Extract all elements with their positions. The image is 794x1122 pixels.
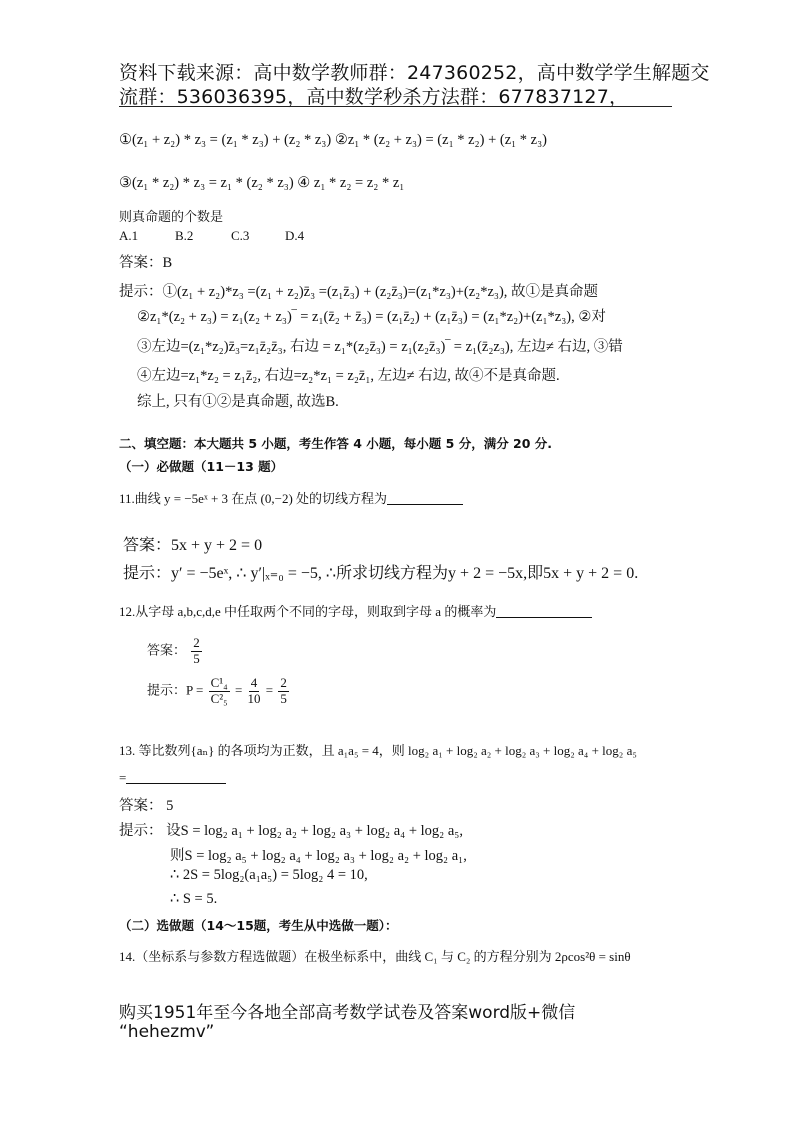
q10-hint-line-3: ③左边=(z₁*z₂)z̄₃=z₁z̄₂z̄₃, 右边 = z₁*(z₂z̄₃) = z₁(z₂z̄₃)‾ = z₁(z̄₂z₃), 左边≠ 右边, ③错 bbox=[137, 339, 623, 355]
q12-answer-denominator: 5 bbox=[193, 650, 200, 666]
footer-line-2: “hehezmv” bbox=[119, 1022, 215, 1042]
q13-hint-line-1: 提示： 设S = log₂ a₁ + log₂ a₂ + log₂ a₃ + log₂ a₄ + log₂ a₅, bbox=[119, 823, 463, 839]
q12-answer-numerator: 2 bbox=[193, 635, 200, 650]
q11-hint: 提示：y′ = −5eˣ, ∴ y′|ₓ₌₀ = −5, ∴所求切线方程为y + 2 = −5x,即5x + y + 2 = 0. bbox=[123, 565, 639, 582]
q12-f3-denominator: 5 bbox=[280, 690, 287, 706]
q12-eq-2: = bbox=[265, 682, 274, 698]
q12-question bbox=[119, 601, 592, 620]
q10-option-a: A.1 bbox=[119, 228, 139, 243]
q10-hint-line-4: ④左边=z₁*z₂ = z₁z̄₂, 右边=z₂*z₁ = z₂z̄₁, 左边≠ 右边, 故④不是真命题. bbox=[137, 368, 560, 384]
q10-props-line-2: ③(z₁ * z₂) * z₃ = z₁ * (z₂ * z₃) ④ z₁ * z₂ = z₂ * z₁ bbox=[119, 175, 405, 191]
q10-answer: 答案：B bbox=[119, 255, 173, 271]
section2-subtitle-optional: （二）选做题（14～15题，考生从中选做一题）： bbox=[119, 918, 398, 933]
q13-hint-line-2: 则S = log₂ a₅ + log₂ a₄ + log₂ a₃ + log₂ a₂ + log₂ a₁, bbox=[170, 848, 467, 864]
q13-equals: = bbox=[119, 770, 127, 785]
header-line-2: 流群：536036395，高中数学秒杀方法群：677837127， bbox=[119, 86, 629, 108]
q12-hint-fraction-3 bbox=[278, 676, 289, 707]
q13-answer-blank bbox=[126, 783, 226, 784]
q12-answer bbox=[147, 636, 204, 667]
q13-blank-line bbox=[119, 770, 226, 786]
q12-hint-combination bbox=[209, 676, 230, 707]
footer-line-1: 购买1951年至今各地全部高考数学试卷及答案word版+微信 bbox=[119, 1003, 576, 1023]
q10-option-d: D.4 bbox=[285, 228, 305, 243]
q12-hint-label: 提示：P = bbox=[147, 682, 204, 698]
q12-answer-label: 答案： bbox=[147, 642, 187, 658]
section2-title: 二、填空题：本大题共 5 小题，考生作答 4 小题，每小题 5 分，满分 20 分. bbox=[119, 436, 553, 451]
q12-f3-numerator: 2 bbox=[280, 675, 287, 690]
q12-answer-fraction bbox=[191, 636, 202, 667]
q13-hint-line-3: ∴ 2S = 5log₂(a₁a₅) = 5log₂ 4 = 10, bbox=[170, 867, 368, 883]
q10-option-b: B.2 bbox=[175, 228, 194, 243]
q11-question-text: 11.曲线 y = −5eˣ + 3 在点 (0,−2) 处的切线方程为 bbox=[119, 491, 388, 506]
q10-hint-line-1: 提示：①(z₁ + z₂)*z₃ =(z₁ + z₂)z̄₃ =(z₁z̄₃) + (z₂z̄₃)=(z₁*z₃)+(z₂*z₃), 故①是真命题 bbox=[119, 284, 599, 300]
q13-hint-line-4: ∴ S = 5. bbox=[170, 891, 218, 907]
q10-question: 则真命题的个数是 bbox=[119, 209, 224, 224]
section2-subtitle-required: （一）必做题（11－13 题） bbox=[119, 459, 284, 474]
q12-c-denominator: C²₅ bbox=[210, 690, 228, 706]
q11-answer-blank bbox=[387, 504, 463, 505]
q12-hint-fraction-2 bbox=[248, 676, 261, 707]
q11-question bbox=[119, 488, 463, 507]
q10-hint-line-5: 综上, 只有①②是真命题, 故选B. bbox=[137, 394, 339, 410]
q12-eq-1: = bbox=[234, 682, 243, 698]
header-line-1: 资料下载来源：高中数学教师群：247360252，高中数学学生解题交 bbox=[119, 62, 710, 84]
q14-question: 14.（坐标系与参数方程选做题）在极坐标系中，曲线 C₁ 与 C₂ 的方程分别为 2ρcos²θ = sinθ bbox=[119, 949, 631, 964]
q12-question-text: 12.从字母 a,b,c,d,e 中任取两个不同的字母，则取到字母 a 的概率为 bbox=[119, 604, 497, 619]
q12-hint bbox=[147, 676, 291, 707]
q12-answer-blank bbox=[496, 617, 592, 618]
q13-answer: 答案： 5 bbox=[119, 798, 174, 814]
q13-question: 13. 等比数列{aₙ} 的各项均为正数，且 a₁a₅ = 4，则 log₂ a₁ + log₂ a₂ + log₂ a₃ + log₂ a₄ + log₂ a₅ bbox=[119, 743, 637, 758]
q12-f2-numerator: 4 bbox=[250, 675, 258, 690]
q11-answer: 答案：5x + y + 2 = 0 bbox=[123, 537, 263, 554]
q10-option-c: C.3 bbox=[231, 228, 250, 243]
header-divider bbox=[119, 106, 672, 107]
q10-props-line-1: ①(z₁ + z₂) * z₃ = (z₁ * z₃) + (z₂ * z₃) ②z₁ * (z₂ + z₃) = (z₁ * z₂) + (z₁ * z₃) bbox=[119, 132, 548, 148]
q12-c-numerator: C¹₄ bbox=[210, 675, 228, 690]
q10-hint-line-2: ②z₁*(z₂ + z₃) = z₁(z₂ + z₃)‾ = z₁(z̄₂ + z̄₃) = (z₁z̄₂) + (z₁z̄₃) = (z₁*z₂)+(z₁*z₃), ②对 bbox=[137, 309, 606, 325]
q12-f2-denominator: 10 bbox=[247, 690, 261, 706]
